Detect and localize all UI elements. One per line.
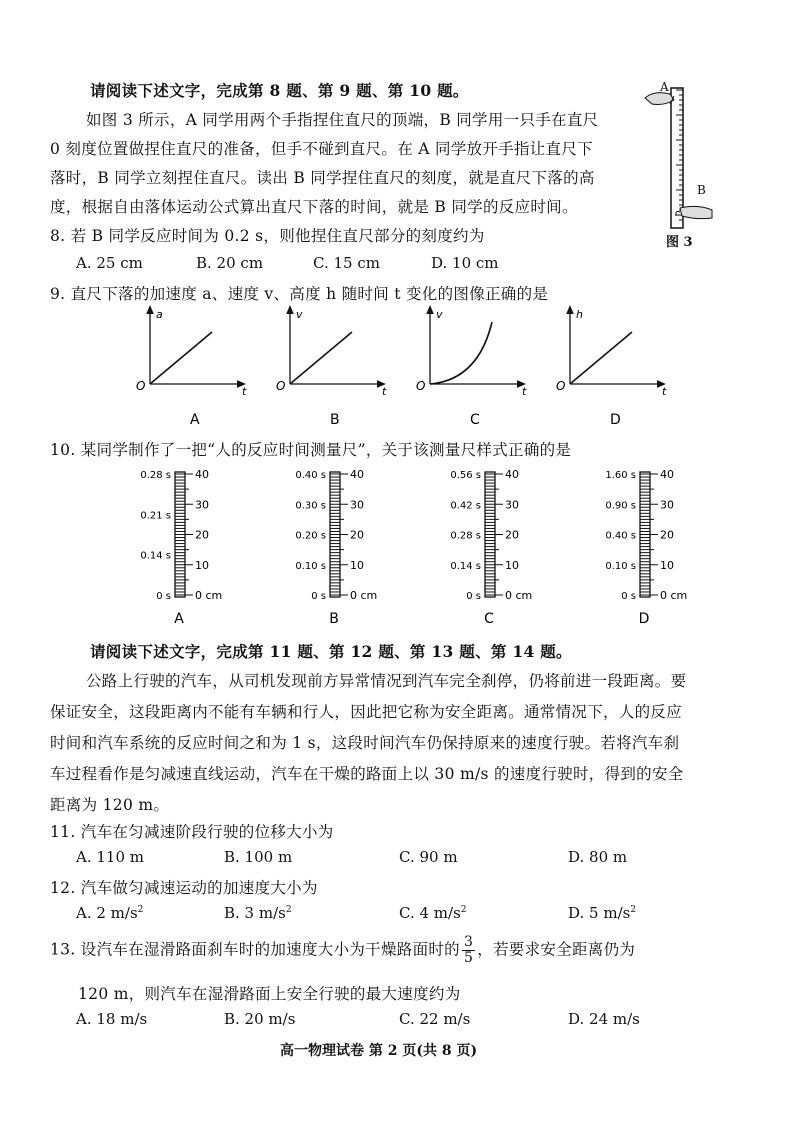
q12-option-c: C. 4 $m/s^2$ [399, 904, 467, 922]
graph-c [416, 308, 527, 428]
q11-stem: 11. 汽车在匀减速阶段行驶的位移大小为 [50, 823, 334, 841]
time-label: 0.10 s [295, 560, 326, 572]
graph-line [290, 332, 352, 384]
graph-line [570, 332, 632, 384]
q13-option-b: B. 20 m/s [224, 1010, 296, 1028]
q12-option-d: D. 5 $m/s^2$ [568, 904, 637, 922]
figure-caption: 图 3 [666, 235, 693, 250]
cm-label: 0 cm [660, 589, 688, 602]
time-label: 0.90 s [605, 500, 636, 512]
graph-d [556, 308, 667, 428]
passage1-line: 0 刻度位置做捏住直尺的准备，但手不碰到直尺。在 A 同学放开手指让直尺下 [50, 140, 593, 158]
passage2-line: 保证安全，这段距离内不能有车辆和行人，因此把它称为安全距离。通常情况下，人的反应 [50, 703, 683, 721]
ruler-c [450, 468, 532, 627]
x-axis-label: t [382, 385, 387, 398]
q10-rulers [120, 460, 700, 635]
ruler-d [605, 468, 687, 627]
y-axis-label: a [156, 308, 163, 321]
time-label: 0 s [156, 591, 171, 602]
page-footer: 高一物理试卷 第 2 页(共 8 页) [280, 1043, 478, 1059]
origin-label: O [416, 379, 426, 393]
x-axis-label: t [242, 385, 247, 398]
time-label: 0.14 s [450, 560, 481, 572]
time-label: 0.40 s [605, 530, 636, 542]
ruler-b [295, 468, 377, 627]
time-label: 0.28 s [450, 530, 481, 542]
graph-option-label: B [330, 412, 340, 428]
q9-stem: 9. 直尺下落的加速度 a、速度 v、高度 h 随时间 t 变化的图像正确的是 [50, 285, 549, 303]
time-label: 0.30 s [295, 500, 326, 512]
cm-label: 20 [195, 528, 209, 542]
q12-stem: 12. 汽车做匀减速运动的加速度大小为 [50, 879, 318, 897]
intro-1: 请阅读下述文字，完成第 8 题、第 9 题、第 10 题。 [90, 81, 469, 100]
cm-label: 40 [195, 468, 209, 481]
graph-b [276, 308, 387, 428]
time-label: 0.28 s [140, 470, 171, 481]
passage1-line: 度，根据自由落体运动公式算出直尺下落的时间，就是 B 同学的反应时间。 [50, 198, 578, 216]
ruler-option-label: C [484, 611, 494, 627]
q12-option-a: A. 2 $m/s^2$ [76, 904, 144, 922]
cm-label: 40 [660, 468, 674, 481]
cm-label: 40 [350, 468, 364, 481]
ruler-option-label: B [329, 611, 339, 627]
intro-2: 请阅读下述文字，完成第 11 题、第 12 题、第 13 题、第 14 题。 [90, 642, 572, 661]
q11-option-a: A. 110 m [76, 848, 144, 866]
ruler-option-label: A [174, 611, 184, 627]
q8-option-d: D. 10 cm [431, 254, 499, 272]
time-label: 0 s [621, 591, 636, 602]
y-axis-label: v [296, 308, 303, 321]
cm-label: 20 [350, 528, 364, 542]
passage2-line: 车过程看作是匀减速直线运动，汽车在干燥的路面上以 30 m/s 的速度行驶时，得到的安全 [50, 765, 684, 783]
q11-option-d: D. 80 m [568, 848, 628, 866]
x-axis-label: t [662, 385, 667, 398]
q8-option-c: C. 15 cm [313, 254, 380, 272]
q9-graphs [120, 302, 680, 430]
time-label: 0 s [466, 591, 481, 602]
fraction-3-5: $\frac{3}{5}$ [463, 934, 474, 966]
cm-label: 30 [660, 498, 674, 512]
q8-stem: 8. 若 B 同学反应时间为 0.2 s，则他捏住直尺部分的刻度约为 [50, 227, 485, 245]
graph-option-label: A [190, 412, 200, 428]
cm-label: 10 [660, 558, 674, 572]
figure-label-b: B [697, 183, 706, 197]
origin-label: O [136, 379, 146, 393]
cm-label: 10 [505, 558, 519, 572]
cm-label: 40 [505, 468, 519, 481]
q13-option-a: A. 18 m/s [76, 1010, 148, 1028]
cm-label: 10 [195, 558, 209, 572]
time-label: 0.40 s [295, 470, 326, 481]
q8-option-a: A. 25 cm [76, 254, 143, 272]
q10-stem: 10. 某同学制作了一把“人的反应时间测量尺”，关于该测量尺样式正确的是 [50, 441, 572, 459]
cm-label: 30 [505, 498, 519, 512]
cm-label: 10 [350, 558, 364, 572]
time-label: 0.10 s [605, 560, 636, 572]
time-label: 0.42 s [450, 500, 481, 512]
figure-label-a: A [660, 80, 669, 94]
figure-3-drawing [640, 80, 740, 250]
time-label: 1.60 s [605, 470, 636, 481]
ruler-a [140, 468, 222, 627]
cm-label: 0 cm [505, 589, 533, 602]
time-label: 0.56 s [450, 470, 481, 481]
q13-option-d: D. 24 m/s [568, 1010, 640, 1028]
y-axis-label: v [436, 308, 443, 321]
origin-label: O [276, 379, 286, 393]
time-label: 0.20 s [295, 530, 326, 542]
cm-label: 30 [350, 498, 364, 512]
time-label: 0 s [311, 591, 326, 602]
figure-3 [640, 80, 740, 250]
q11-option-b: B. 100 m [224, 848, 293, 866]
q8-option-b: B. 20 cm [196, 254, 264, 272]
passage1-line: 落时，B 同学立刻捏住直尺。读出 B 同学捏住直尺的刻度，就是直尺下落的高 [50, 169, 595, 187]
q13-stem-line2: 120 m，则汽车在湿滑路面上安全行驶的最大速度约为 [78, 985, 461, 1003]
graph-line [150, 332, 212, 384]
y-axis-label: h [576, 308, 583, 321]
passage2-line: 公路上行驶的汽车，从司机发现前方异常情况到汽车完全刹停，仍将前进一段距离。要 [86, 672, 687, 690]
q12-option-b: B. 3 $m/s^2$ [224, 904, 292, 922]
graph-option-label: D [610, 412, 621, 428]
q11-option-c: C. 90 m [399, 848, 458, 866]
cm-label: 30 [195, 498, 209, 512]
time-label: 0.14 s [140, 550, 171, 562]
x-axis-label: t [522, 385, 527, 398]
passage2-line: 时间和汽车系统的反应时间之和为 1 s，这段时间汽车仍保持原来的速度行驶。若将汽车刹 [50, 734, 680, 752]
cm-label: 20 [505, 528, 519, 542]
ruler-option-label: D [638, 611, 650, 627]
q13-option-c: C. 22 m/s [399, 1010, 471, 1028]
graph-a [136, 308, 247, 428]
cm-label: 0 cm [195, 589, 223, 602]
passage1-line: 如图 3 所示，A 同学用两个手指捏住直尺的顶端，B 同学用一只手在直尺 [86, 111, 599, 129]
graph-curve [430, 322, 492, 384]
origin-label: O [556, 379, 566, 393]
graph-option-label: C [470, 412, 480, 428]
passage2-line: 距离为 120 m。 [50, 796, 170, 814]
cm-label: 0 cm [350, 589, 378, 602]
time-label: 0.21 s [140, 510, 171, 522]
q13-stem: 13. 设汽车在湿滑路面刹车时的加速度大小为干燥路面时的 $\frac{3}{5}$ ，若要求安全距离仍为 [50, 934, 636, 966]
cm-label: 20 [660, 528, 674, 542]
